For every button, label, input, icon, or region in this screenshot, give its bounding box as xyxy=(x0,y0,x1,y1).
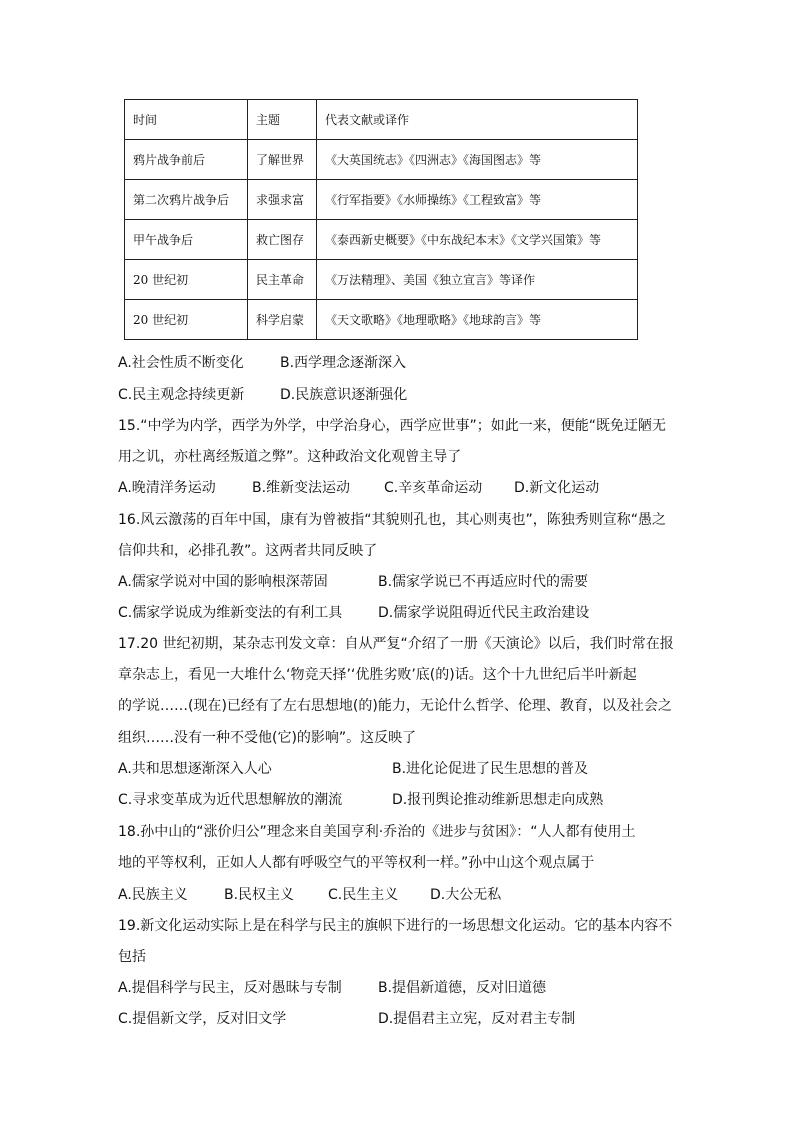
table-cell: 代表文献或译作 xyxy=(317,100,638,140)
table-cell: 《大英国统志》《四洲志》《海国图志》等 xyxy=(317,140,638,180)
question-text: 组织……没有一种不受他(它)的影响”。这反映了 xyxy=(118,730,417,746)
option-a: A.晚清洋务运动 xyxy=(118,480,216,496)
table-cell: 《天文歌略》《地理歌略》《地球韵言》等 xyxy=(317,300,638,340)
question-text: 地的平等权利，正如人人都有呼吸空气的平等权利一样。”孙中山这个观点属于 xyxy=(118,855,595,871)
option-c: C.民生主义 xyxy=(328,887,399,903)
literature-table xyxy=(124,99,638,340)
table-cell: 《行军指要》《水师操练》《工程致富》等 xyxy=(317,180,638,220)
option-b: B.西学理念逐渐深入 xyxy=(280,355,407,371)
table-cell: 时间 xyxy=(125,100,248,140)
table-cell: 民主革命 xyxy=(248,260,317,300)
question-text: 19.新文化运动实际上是在科学与民主的旗帜下进行的一场思想文化运动。它的基本内容不 xyxy=(118,918,673,934)
option-d: D.提倡君主立宪，反对君主专制 xyxy=(378,1011,576,1027)
table-cell: 《泰西新史概要》《中东战纪本末》《文学兴国策》等 xyxy=(317,220,638,260)
option-d: D.民族意识逐渐强化 xyxy=(280,387,408,403)
option-c: C.民主观念持续更新 xyxy=(118,387,245,403)
option-a: A.社会性质不断变化 xyxy=(118,355,244,371)
table-row xyxy=(125,220,638,260)
table-cell: 甲午战争后 xyxy=(125,220,248,260)
option-a: A.儒家学说对中国的影响根深蒂固 xyxy=(118,574,328,590)
option-a: A.民族主义 xyxy=(118,887,188,903)
table-cell: 鸦片战争前后 xyxy=(125,140,248,180)
question-text: 用之讥，亦杜离经叛道之弊”。这种政治文化观曾主导了 xyxy=(118,449,462,465)
table-cell: 20 世纪初 xyxy=(125,300,248,340)
table-cell: 主题 xyxy=(248,100,317,140)
option-b: B.儒家学说已不再适应时代的需要 xyxy=(378,574,589,590)
question-text: 15.“中学为内学，西学为外学，中学治身心，西学应世事”；如此一来，便能“既免迂陋无 xyxy=(118,418,667,434)
option-b: B.维新变法运动 xyxy=(252,480,351,496)
table-cell: 救亡图存 xyxy=(248,220,317,260)
table-cell: 《万法精理》、美国《独立宣言》等译作 xyxy=(317,260,638,300)
option-b: B.民权主义 xyxy=(224,887,295,903)
option-d: D.新文化运动 xyxy=(514,480,600,496)
question-text: 18.孙中山的“涨价归公”理念来自美国亨利·乔治的《进步与贫困》：“人人都有使用土 xyxy=(118,824,636,840)
table-row xyxy=(125,140,638,180)
option-a: A.共和思想逐渐深入人心 xyxy=(118,761,272,777)
table-cell: 科学启蒙 xyxy=(248,300,317,340)
table-header-row xyxy=(125,100,638,140)
option-d: D.报刊舆论推动维新思想走向成熟 xyxy=(392,792,604,808)
question-text: 章杂志上，看见一大堆什么‘物竞天择’‘优胜劣败’底(的)话。这个十九世纪后半叶新起 xyxy=(118,667,637,683)
option-c: C.提倡新文学，反对旧文学 xyxy=(118,1011,287,1027)
table-cell: 求强求富 xyxy=(248,180,317,220)
option-a: A.提倡科学与民主，反对愚昧与专制 xyxy=(118,980,342,996)
table-row xyxy=(125,180,638,220)
question-text: 的学说……(现在)已经有了左右思想地(的)能力，无论什么哲学、伦理、教育，以及社会之 xyxy=(118,698,672,714)
question-text: 信仰共和，必排孔教”。这两者共同反映了 xyxy=(118,543,378,559)
table-cell: 第二次鸦片战争后 xyxy=(125,180,248,220)
option-c: C.儒家学说成为维新变法的有利工具 xyxy=(118,605,343,621)
table-cell: 20 世纪初 xyxy=(125,260,248,300)
option-b: B.提倡新道德，反对旧道德 xyxy=(378,980,547,996)
table-row xyxy=(125,300,638,340)
option-c: C.寻求变革成为近代思想解放的潮流 xyxy=(118,792,343,808)
option-d: D.大公无私 xyxy=(430,887,502,903)
option-b: B.进化论促进了民生思想的普及 xyxy=(392,761,589,777)
option-d: D.儒家学说阻碍近代民主政治建设 xyxy=(378,605,590,621)
option-c: C.辛亥革命运动 xyxy=(384,480,483,496)
table-cell: 了解世界 xyxy=(248,140,317,180)
question-text: 16.风云激荡的百年中国，康有为曾被指“其貌则孔也，其心则夷也”，陈独秀则宣称“愚之 xyxy=(118,512,667,528)
question-text: 17.20 世纪初期，某杂志刊发文章：自从严复“介绍了一册《天演论》以后，我们时常在报 xyxy=(118,636,674,652)
question-text: 包括 xyxy=(118,949,146,965)
table-row xyxy=(125,260,638,300)
